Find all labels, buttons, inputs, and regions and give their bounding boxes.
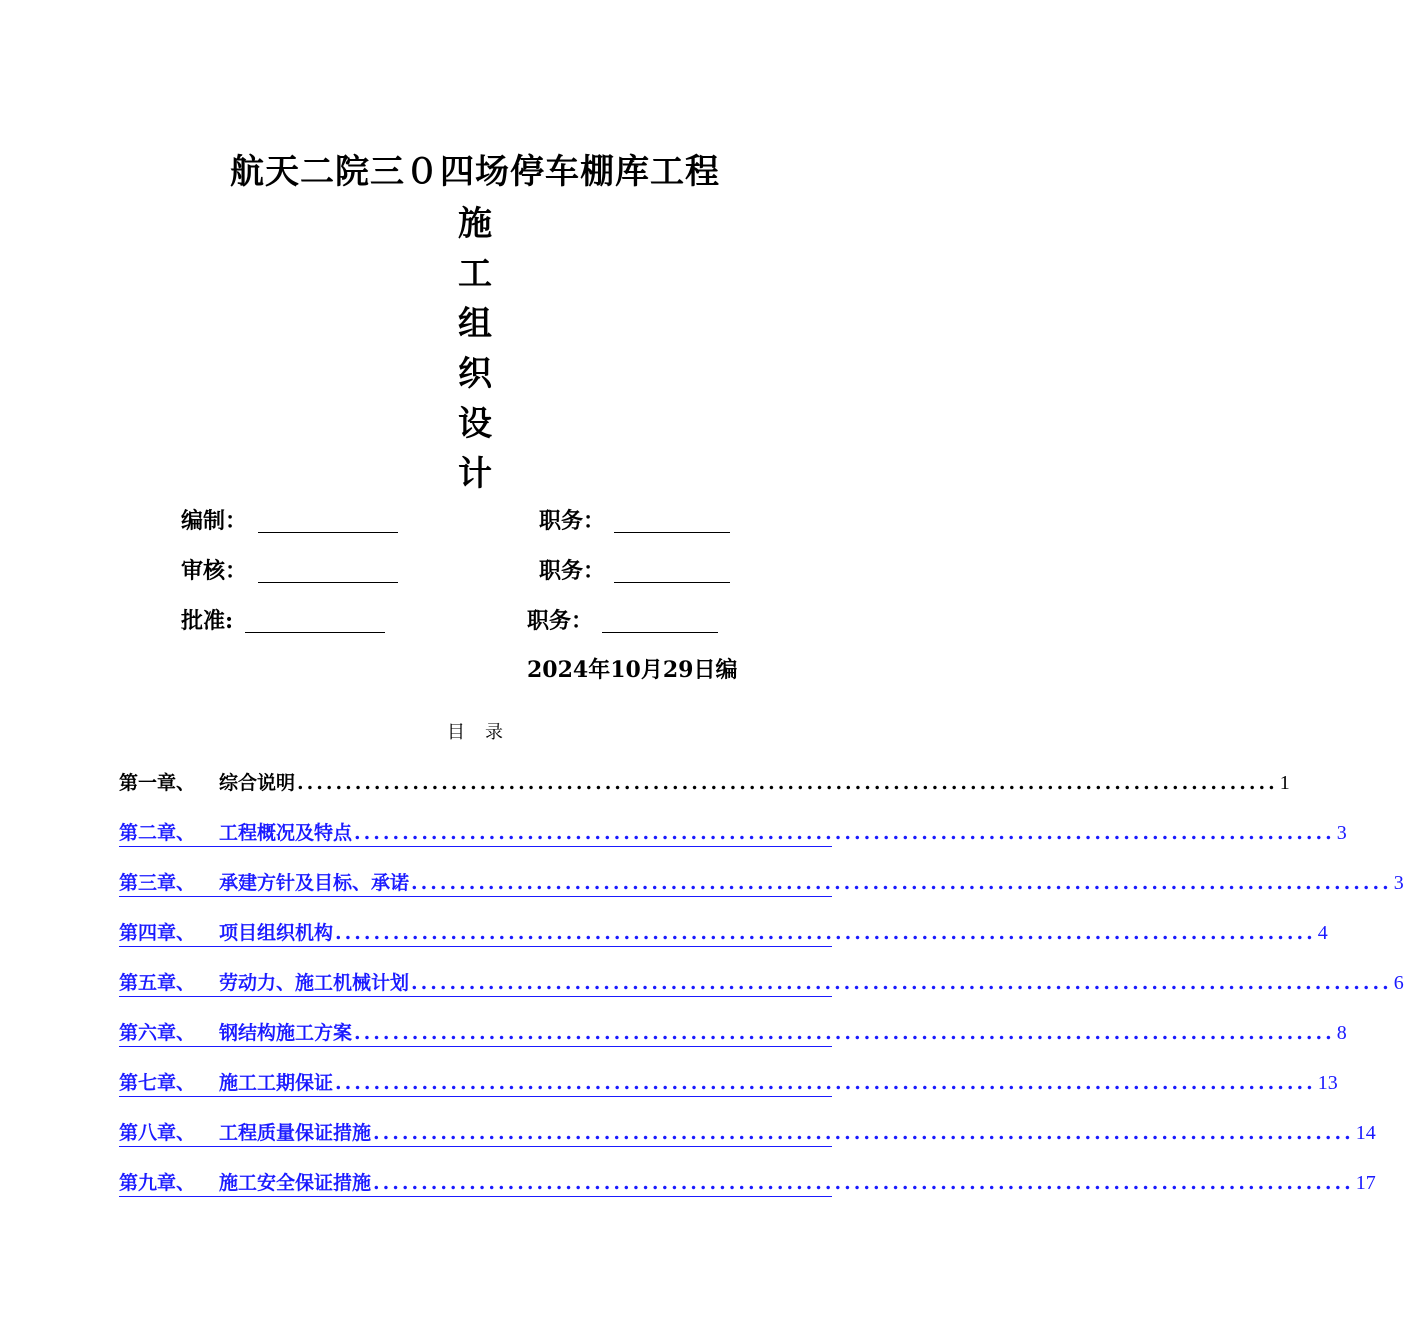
toc-page: 6 <box>1393 972 1404 994</box>
position-label-3: 职务： <box>527 608 594 634</box>
toc-entry-7[interactable] <box>119 1068 1338 1097</box>
toc-entry-5[interactable] <box>119 968 1404 997</box>
review-blank-line[interactable] <box>258 582 398 583</box>
toc-chapter: 第三章、 <box>119 872 196 894</box>
toc-page: 14 <box>1355 1122 1376 1144</box>
toc-page: 1 <box>1279 772 1290 794</box>
position-blank-line-3[interactable] <box>602 632 718 633</box>
toc-entry-8[interactable] <box>119 1118 1376 1147</box>
toc-entry-6[interactable] <box>119 1018 1347 1047</box>
toc-title: 承建方针及目标、承诺 <box>219 872 410 894</box>
toc-leader: ...................................................................................................... <box>373 1122 1354 1144</box>
toc-leader: ...................................................................................................... <box>411 972 1392 994</box>
toc-leader: ...................................................................................................... <box>373 1172 1354 1194</box>
title-char-5: 设 <box>458 404 492 444</box>
toc-leader: ...................................................................................................... <box>354 822 1335 844</box>
toc-leader: ...................................................................................................... <box>411 872 1392 894</box>
toc-entry-3[interactable] <box>119 868 1404 897</box>
toc-chapter: 第四章、 <box>119 922 196 944</box>
toc-page: 13 <box>1317 1072 1338 1094</box>
position-blank-line-2[interactable] <box>614 582 730 583</box>
toc-chapter: 第五章、 <box>119 972 196 994</box>
title-char-3: 组 <box>458 304 492 344</box>
toc-chapter: 第九章、 <box>119 1172 196 1194</box>
toc-leader: ...................................................................................................... <box>335 922 1316 944</box>
toc-page: 3 <box>1393 872 1404 894</box>
title-char-4: 织 <box>458 354 492 394</box>
toc-chapter: 第八章、 <box>119 1122 196 1144</box>
toc-title: 劳动力、施工机械计划 <box>219 972 410 994</box>
position-label-1: 职务： <box>539 508 606 534</box>
cover-title: 航天二院三０四场停车棚库工程 <box>230 152 720 192</box>
toc-title: 综合说明 <box>219 772 296 794</box>
toc-page: 3 <box>1336 822 1347 844</box>
toc-chapter: 第二章、 <box>119 822 196 844</box>
toc-title: 施工安全保证措施 <box>219 1172 372 1194</box>
toc-chapter: 第七章、 <box>119 1072 196 1094</box>
review-label: 审核： <box>181 558 248 584</box>
toc-title: 施工工期保证 <box>219 1072 334 1094</box>
toc-entry-1[interactable] <box>119 768 1290 796</box>
approve-blank-line[interactable] <box>245 632 385 633</box>
toc-entry-4[interactable] <box>119 918 1328 947</box>
title-char-1: 施 <box>458 204 492 244</box>
compile-label: 编制： <box>181 508 248 534</box>
toc-chapter: 第一章、 <box>119 772 196 794</box>
toc-entry-9[interactable] <box>119 1168 1376 1197</box>
position-label-2: 职务： <box>539 558 606 584</box>
toc-chapter: 第六章、 <box>119 1022 196 1044</box>
approve-label: 批准: <box>181 608 234 634</box>
toc-title: 工程概况及特点 <box>219 822 353 844</box>
title-char-6: 计 <box>458 454 492 494</box>
toc-page: 17 <box>1355 1172 1376 1194</box>
position-blank-line-1[interactable] <box>614 532 730 533</box>
toc-title: 钢结构施工方案 <box>219 1022 353 1044</box>
toc-heading: 目录 <box>447 722 523 743</box>
compile-blank-line[interactable] <box>258 532 398 533</box>
compile-date: 2024年10月29日编 <box>527 657 738 683</box>
toc-leader: ...................................................................................................... <box>335 1072 1316 1094</box>
toc-entry-2[interactable] <box>119 818 1347 847</box>
toc-page: 4 <box>1317 922 1328 944</box>
toc-page: 8 <box>1336 1022 1347 1044</box>
title-char-2: 工 <box>458 254 492 294</box>
toc-leader: ...................................................................................................... <box>297 772 1278 794</box>
toc-title: 工程质量保证措施 <box>219 1122 372 1144</box>
toc-title: 项目组织机构 <box>219 922 334 944</box>
toc-leader: ...................................................................................................... <box>354 1022 1335 1044</box>
